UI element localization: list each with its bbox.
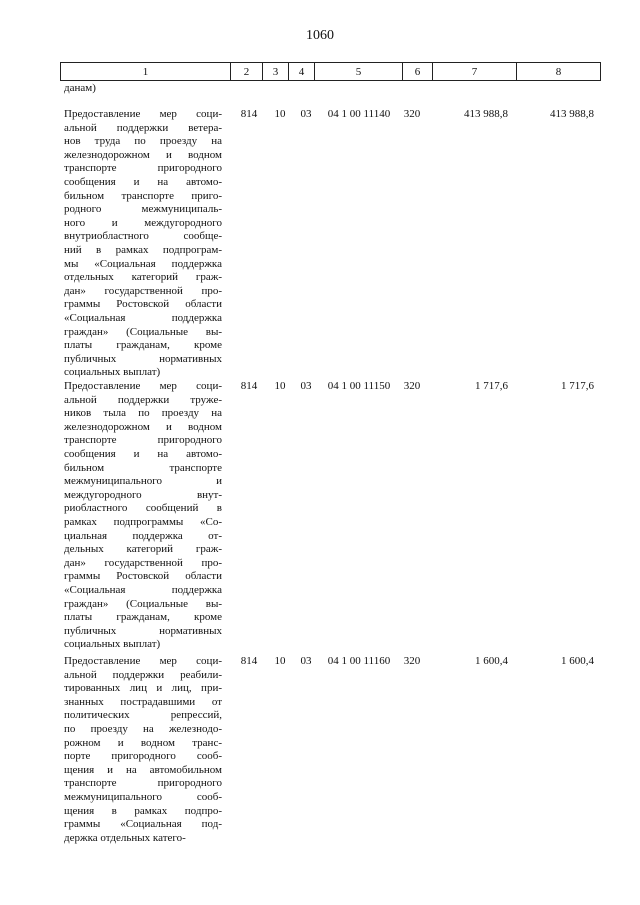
description-line: бильном транспорте приго- [64, 189, 222, 202]
description-line: платы гражданам, кроме [64, 339, 222, 352]
description-line: отдельных категорий граж- [64, 271, 222, 284]
description-line: ний в рамках подпрограм- [64, 243, 222, 256]
section-code: 10 [274, 380, 286, 392]
page-number: 1060 [306, 28, 334, 43]
section-code: 10 [274, 108, 286, 120]
description-line: сообщения и на автомо- [64, 175, 222, 188]
amount-col-7: 1 600,4 [475, 655, 508, 667]
column-header-6: 6 [403, 63, 433, 81]
description-line: междугородного внут- [64, 488, 222, 501]
description-line: межмуниципального и [64, 475, 222, 488]
description-line: транспорте пригородного [64, 162, 222, 175]
column-header-2: 2 [231, 63, 263, 81]
description-line: рожном и водном транс- [64, 736, 222, 749]
column-header-7: 7 [433, 63, 517, 81]
description-line: держка отдельных катего- [64, 831, 186, 844]
description-line: Предоставление мер соци- [64, 380, 222, 392]
description-line: щения и на автомобильном [64, 763, 222, 776]
description-line: публичных нормативных [64, 352, 222, 365]
description-line: публичных нормативных [64, 624, 222, 637]
description-line: родного межмуниципаль- [64, 203, 222, 216]
description-line: альной поддержки реабили- [64, 668, 222, 681]
expense-type-code: 320 [403, 108, 421, 120]
row-description [64, 380, 222, 652]
description-line: альной поддержки труже- [64, 393, 222, 406]
description-line: железнодорожном и водном [64, 148, 222, 161]
description-line: ников тыла по проезду на [64, 407, 222, 420]
description-line: Предоставление мер соци- [64, 655, 222, 667]
subsection-code: 03 [300, 655, 312, 667]
description-line: тированных лиц и лиц, при- [64, 682, 222, 695]
description-line: порте пригородного сооб- [64, 750, 222, 763]
description-line: железнодорожном и водном [64, 420, 222, 433]
description-line: политических репрессий, [64, 709, 222, 722]
description-line: циальная поддержка от- [64, 529, 222, 542]
subsection-code: 03 [300, 108, 312, 120]
amount-col-8: 1 717,6 [561, 380, 594, 392]
description-line: риобластного сообщений в [64, 502, 222, 515]
description-line: межмуниципального сооб- [64, 790, 222, 803]
column-header-1: 1 [61, 63, 231, 81]
description-line: граждан» (Социальные вы- [64, 325, 222, 338]
description-line: граммы «Социальная под- [64, 818, 222, 831]
expense-type-code: 320 [403, 380, 421, 392]
amount-col-8: 413 988,8 [550, 108, 594, 120]
column-header-row [60, 62, 601, 81]
target-article-code: 04 1 00 11160 [327, 655, 391, 667]
description-line: «Социальная поддержка [64, 583, 222, 596]
target-article-code: 04 1 00 11150 [327, 380, 391, 392]
column-header-3: 3 [263, 63, 289, 81]
description-line: нов труда по проезду на [64, 135, 222, 148]
description-line: щения в рамках подпро- [64, 804, 222, 817]
description-line: сообщения и на автомо- [64, 447, 222, 460]
column-header-4: 4 [289, 63, 315, 81]
ministry-code: 814 [240, 655, 258, 667]
row-description [64, 655, 222, 845]
continuation-text: данам) [64, 82, 96, 94]
section-code: 10 [274, 655, 286, 667]
description-line: граждан» (Социальные вы- [64, 597, 222, 610]
expense-type-code: 320 [403, 655, 421, 667]
description-line: транспорте пригородного [64, 777, 222, 790]
description-line: платы гражданам, кроме [64, 611, 222, 624]
description-line: граммы Ростовской области [64, 298, 222, 311]
description-line: внутриобластного сообще- [64, 230, 222, 243]
description-line: транспорте пригородного [64, 434, 222, 447]
column-header-5: 5 [315, 63, 403, 81]
description-line: мы «Социальная поддержка [64, 257, 222, 270]
amount-col-7: 413 988,8 [464, 108, 508, 120]
amount-col-7: 1 717,6 [475, 380, 508, 392]
description-line: дан» государственной про- [64, 556, 222, 569]
description-line: дельных категорий граж- [64, 543, 222, 556]
description-line: знанных пострадавшими от [64, 695, 222, 708]
description-line: бильном транспорте [64, 461, 222, 474]
subsection-code: 03 [300, 380, 312, 392]
description-line: рамках подпрограммы «Со- [64, 515, 222, 528]
description-line: социальных выплат) [64, 638, 161, 651]
description-line: Предоставление мер соци- [64, 108, 222, 120]
column-header-8: 8 [517, 63, 601, 81]
description-line: «Социальная поддержка [64, 311, 222, 324]
ministry-code: 814 [240, 380, 258, 392]
description-line: ного и междугородного [64, 216, 222, 229]
description-line: социальных выплат) [64, 366, 161, 379]
target-article-code: 04 1 00 11140 [327, 108, 391, 120]
description-line: по проезду на железнодо- [64, 722, 222, 735]
description-line: дан» государственной про- [64, 284, 222, 297]
description-line: граммы Ростовской области [64, 570, 222, 583]
description-line: альной поддержки ветера- [64, 121, 222, 134]
amount-col-8: 1 600,4 [561, 655, 594, 667]
row-description [64, 108, 222, 380]
ministry-code: 814 [240, 108, 258, 120]
